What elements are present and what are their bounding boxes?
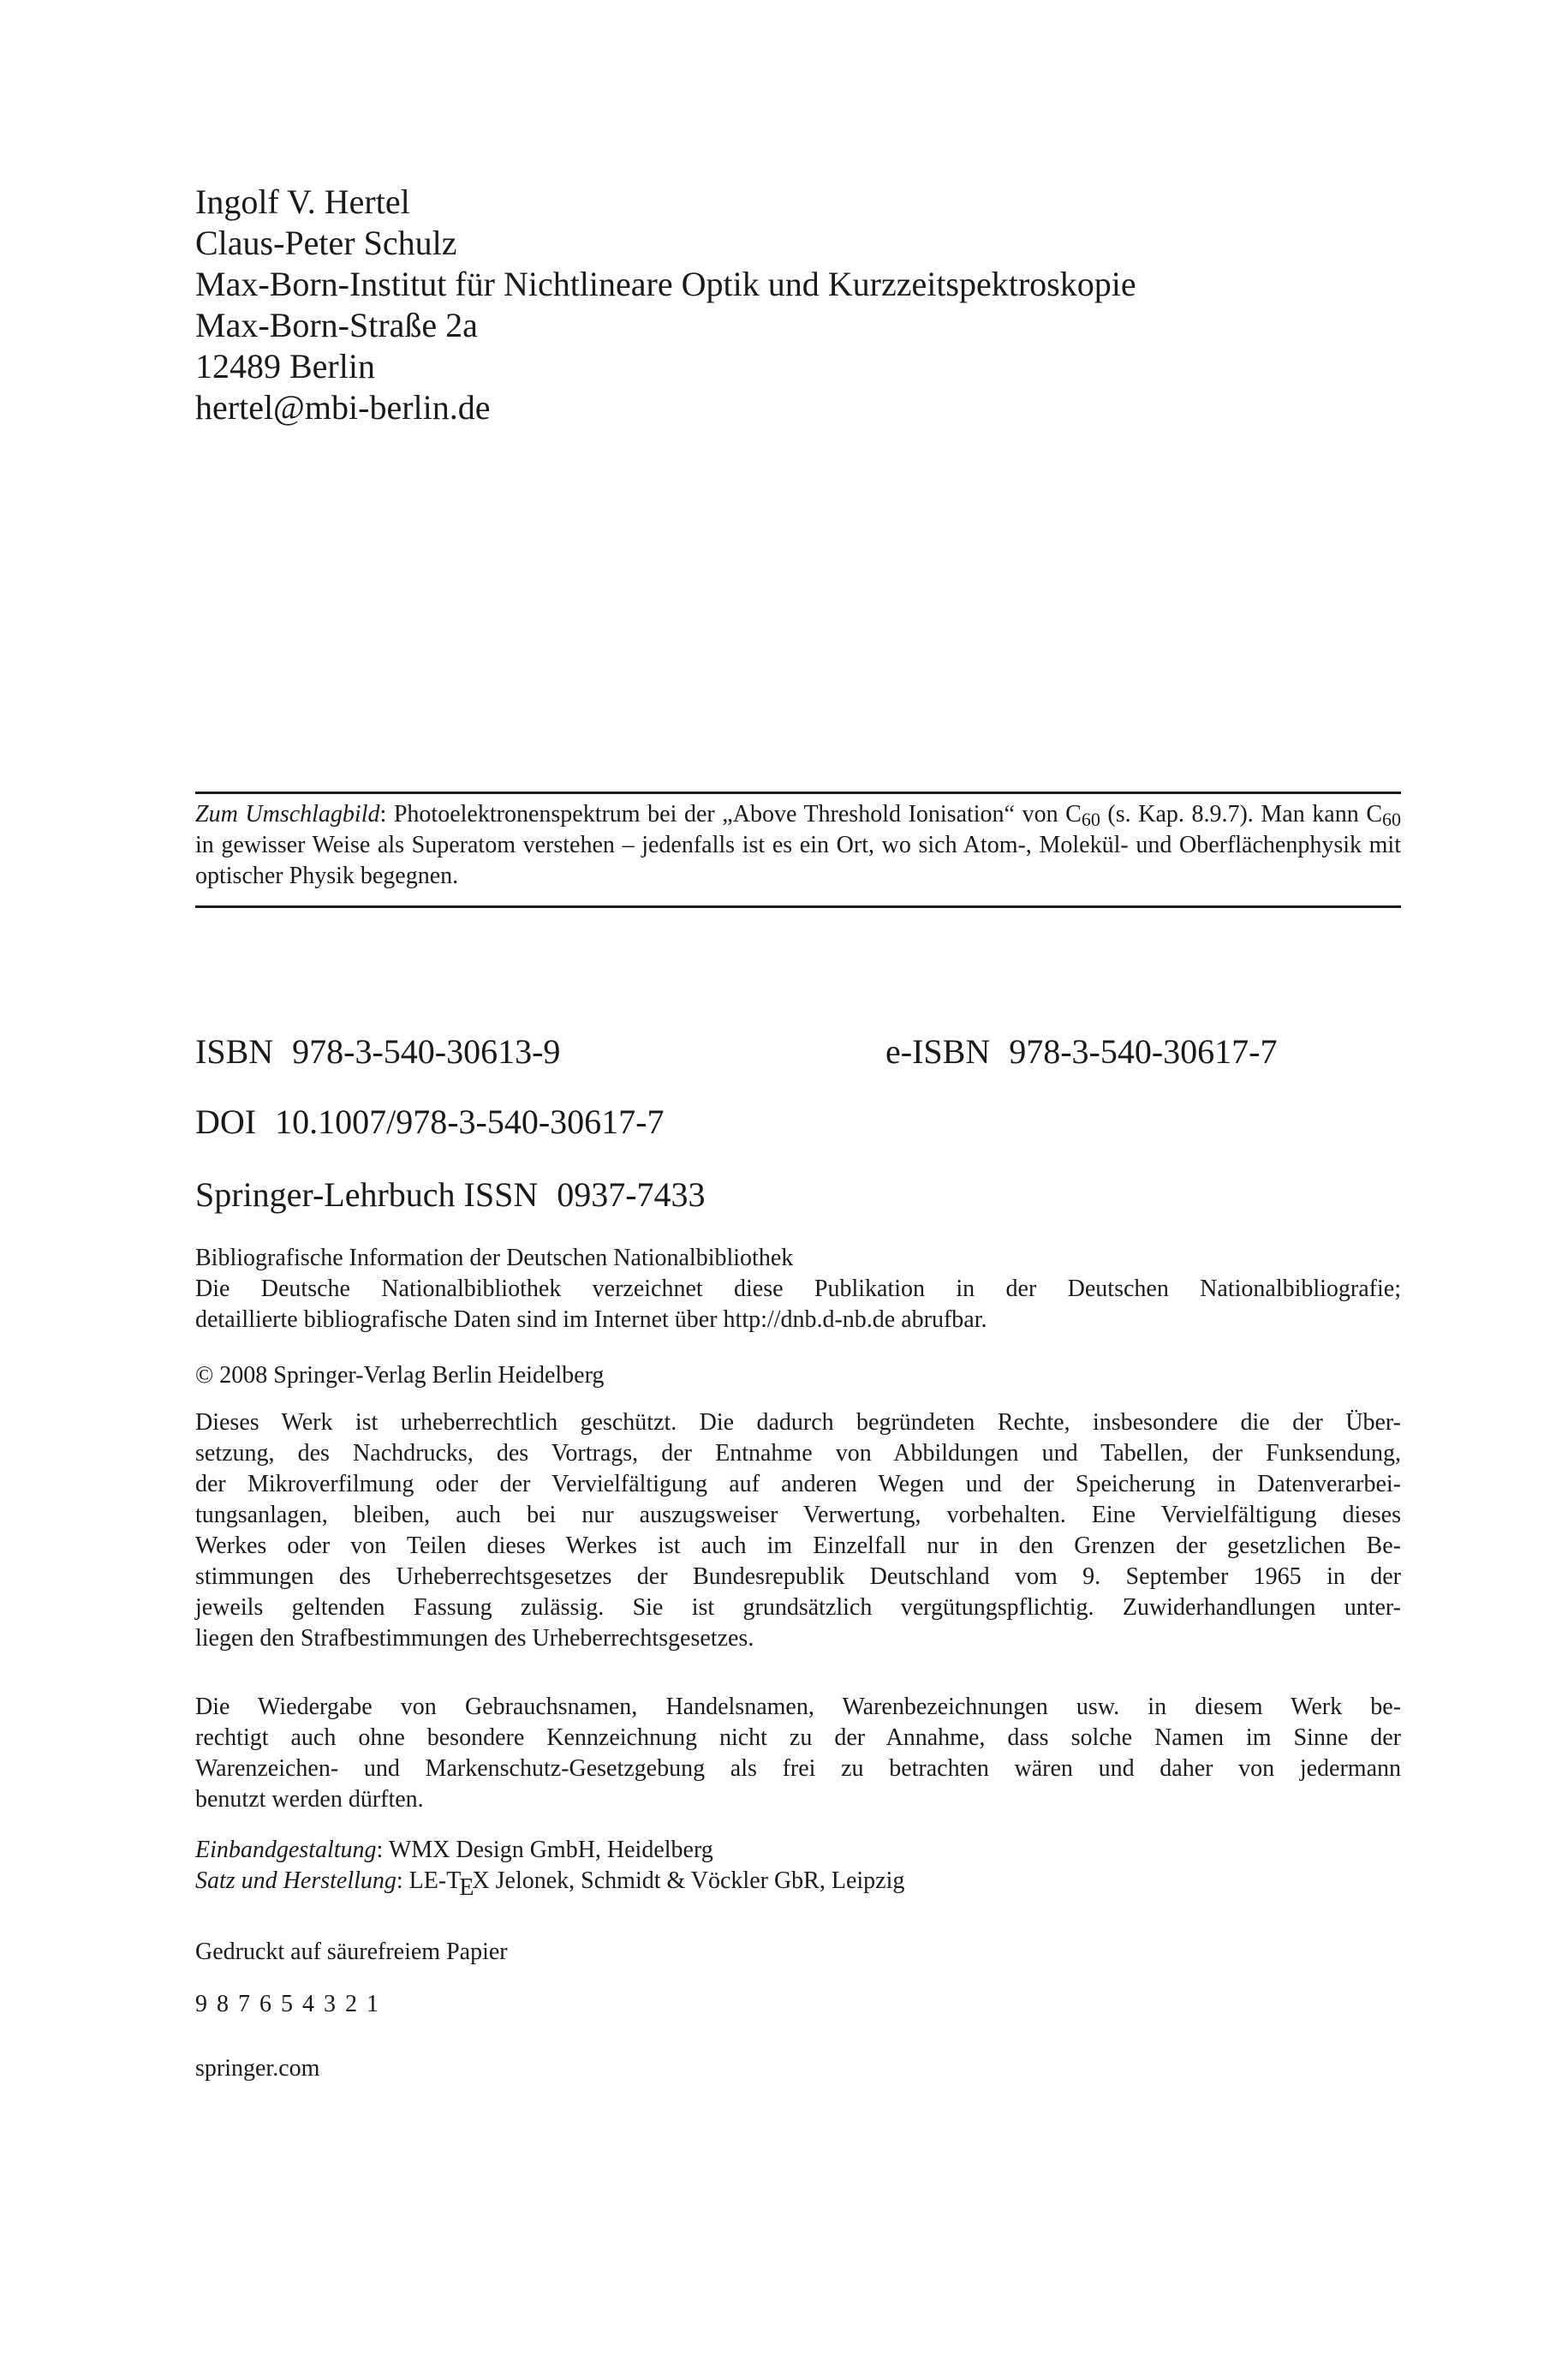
cover-note-text: in gewisser Weise als Superatom verstehen – jedenfalls ist es ein Ort, wo sich Atom-, Molekül- und Oberflächenphysik mit optischer Physik begegnen. xyxy=(195,832,1401,889)
typesetting-credit xyxy=(195,1866,1401,1901)
trademark-line: benutzt werden dürften. xyxy=(195,1786,424,1813)
cover-note-text: : Photoelektronenspektrum bei der „Above Threshold Ionisation“ von C xyxy=(379,801,1082,828)
author-name: Ingolf V. Hertel xyxy=(195,182,410,221)
typesetting-prefix: : LE-T xyxy=(396,1867,462,1894)
e-isbn-label: e-ISBN xyxy=(885,1032,991,1071)
paper-note: Gedruckt auf säurefreiem Papier xyxy=(195,1939,508,1965)
trademark-line: Die Wiedergabe von Gebrauchsnamen, Handelsnamen, Warenbezeichnungen usw. in diesem Werk be- xyxy=(195,1694,1401,1720)
cover-design-value: : WMX Design GmbH, Heidelberg xyxy=(376,1837,713,1863)
rights-line: jeweils geltenden Fassung zulässig. Sie ist grundsätzlich vergütungspflichtig. Zuwiderhandlungen unter- xyxy=(195,1594,1401,1621)
doi xyxy=(195,1102,665,1142)
rights-line: liegen den Strafbestimmungen des Urheberrechtsgesetzes. xyxy=(195,1625,754,1652)
e-isbn-value: 978-3-540-30617-7 xyxy=(1009,1032,1278,1071)
cover-note-lead: Zum Umschlagbild xyxy=(195,801,380,828)
author-address-block xyxy=(195,182,1394,428)
doi-value: 10.1007/978-3-540-30617-7 xyxy=(275,1102,665,1141)
issn-value: 0937-7433 xyxy=(557,1175,706,1214)
email-address[interactable]: hertel@mbi-berlin.de xyxy=(195,388,491,427)
bibliographic-line: detaillierte bibliografische Daten sind im Internet über http://dnb.d-nb.de abrufbar. xyxy=(195,1306,987,1333)
cover-design-label: Einbandgestaltung xyxy=(195,1837,377,1863)
subscript-60: 60 xyxy=(1382,809,1401,830)
tex-logo-e: E xyxy=(459,1874,474,1901)
production-credits xyxy=(195,1835,1401,1901)
subscript-60: 60 xyxy=(1081,809,1100,830)
series-issn xyxy=(195,1174,706,1215)
series-label: Springer-Lehrbuch ISSN xyxy=(195,1175,539,1214)
print-line: 9 8 7 6 5 4 3 2 1 xyxy=(195,1991,380,2017)
isbn-value: 978-3-540-30613-9 xyxy=(292,1032,561,1071)
trademark-line: Warenzeichen- und Markenschutz-Gesetzgebung als frei zu betrachten wären und daher von jedermann xyxy=(195,1755,1401,1782)
author-name: Claus-Peter Schulz xyxy=(195,224,457,262)
isbn-label: ISBN xyxy=(195,1032,274,1071)
rights-line: setzung, des Nachdrucks, des Vortrags, der Entnahme von Abbildungen und Tabellen, der Funksendung, xyxy=(195,1440,1401,1467)
copyright-notice: © 2008 Springer-Verlag Berlin Heidelberg xyxy=(195,1362,605,1389)
doi-label: DOI xyxy=(195,1102,257,1141)
rights-line: tungsanlagen, bleiben, auch bei nur auszugsweiser Verwertung, vorbehalten. Eine Vervielfältigung dieses xyxy=(195,1502,1401,1528)
bibliographic-information xyxy=(195,1243,1401,1335)
rights-line: Dieses Werk ist urheberrechtlich geschützt. Die dadurch begründeten Rechte, insbesondere die der Über- xyxy=(195,1409,1401,1436)
rights-line: Werkes oder von Teilen dieses Werkes ist auch im Einzelfall nur in den Grenzen der gesetzlichen Be- xyxy=(195,1533,1401,1559)
street-address: Max-Born-Straße 2a xyxy=(195,306,478,344)
institute-name: Max-Born-Institut für Nichtlineare Optik und Kurzzeitspektroskopie xyxy=(195,265,1136,303)
cover-note-bottom-rule xyxy=(195,905,1401,908)
cover-note-top-rule xyxy=(195,792,1401,794)
isbn xyxy=(195,1031,560,1072)
bibliographic-heading: Bibliografische Information der Deutschen Nationalbibliothek xyxy=(195,1245,794,1271)
cover-image-note xyxy=(195,799,1401,892)
typesetting-label: Satz und Herstellung xyxy=(195,1867,396,1894)
e-isbn xyxy=(885,1031,1278,1072)
publisher-website[interactable]: springer.com xyxy=(195,2055,320,2082)
bibliographic-line: Die Deutsche Nationalbibliothek verzeichnet diese Publikation in der Deutschen Nationalbibliografie; xyxy=(195,1276,1401,1302)
isbn-row xyxy=(195,1031,1401,1074)
rights-paragraph xyxy=(195,1407,1401,1654)
rights-line: der Mikroverfilmung oder der Vervielfältigung auf anderen Wegen und der Speicherung in Datenverarbei- xyxy=(195,1471,1401,1497)
cover-design-credit xyxy=(195,1835,1401,1866)
postal-city: 12489 Berlin xyxy=(195,347,375,385)
trademark-line: rechtigt auch ohne besondere Kennzeichnung nicht zu der Annahme, dass solche Namen im Sinne der xyxy=(195,1724,1401,1751)
typesetting-suffix: X Jelonek, Schmidt & Vöckler GbR, Leipzig xyxy=(472,1867,905,1894)
cover-note-text: (s. Kap. 8.9.7). Man kann C xyxy=(1100,801,1382,828)
trademark-paragraph xyxy=(195,1692,1401,1815)
rights-line: stimmungen des Urheberrechtsgesetzes der Bundesrepublik Deutschland vom 9. September 1965 in der xyxy=(195,1563,1401,1590)
